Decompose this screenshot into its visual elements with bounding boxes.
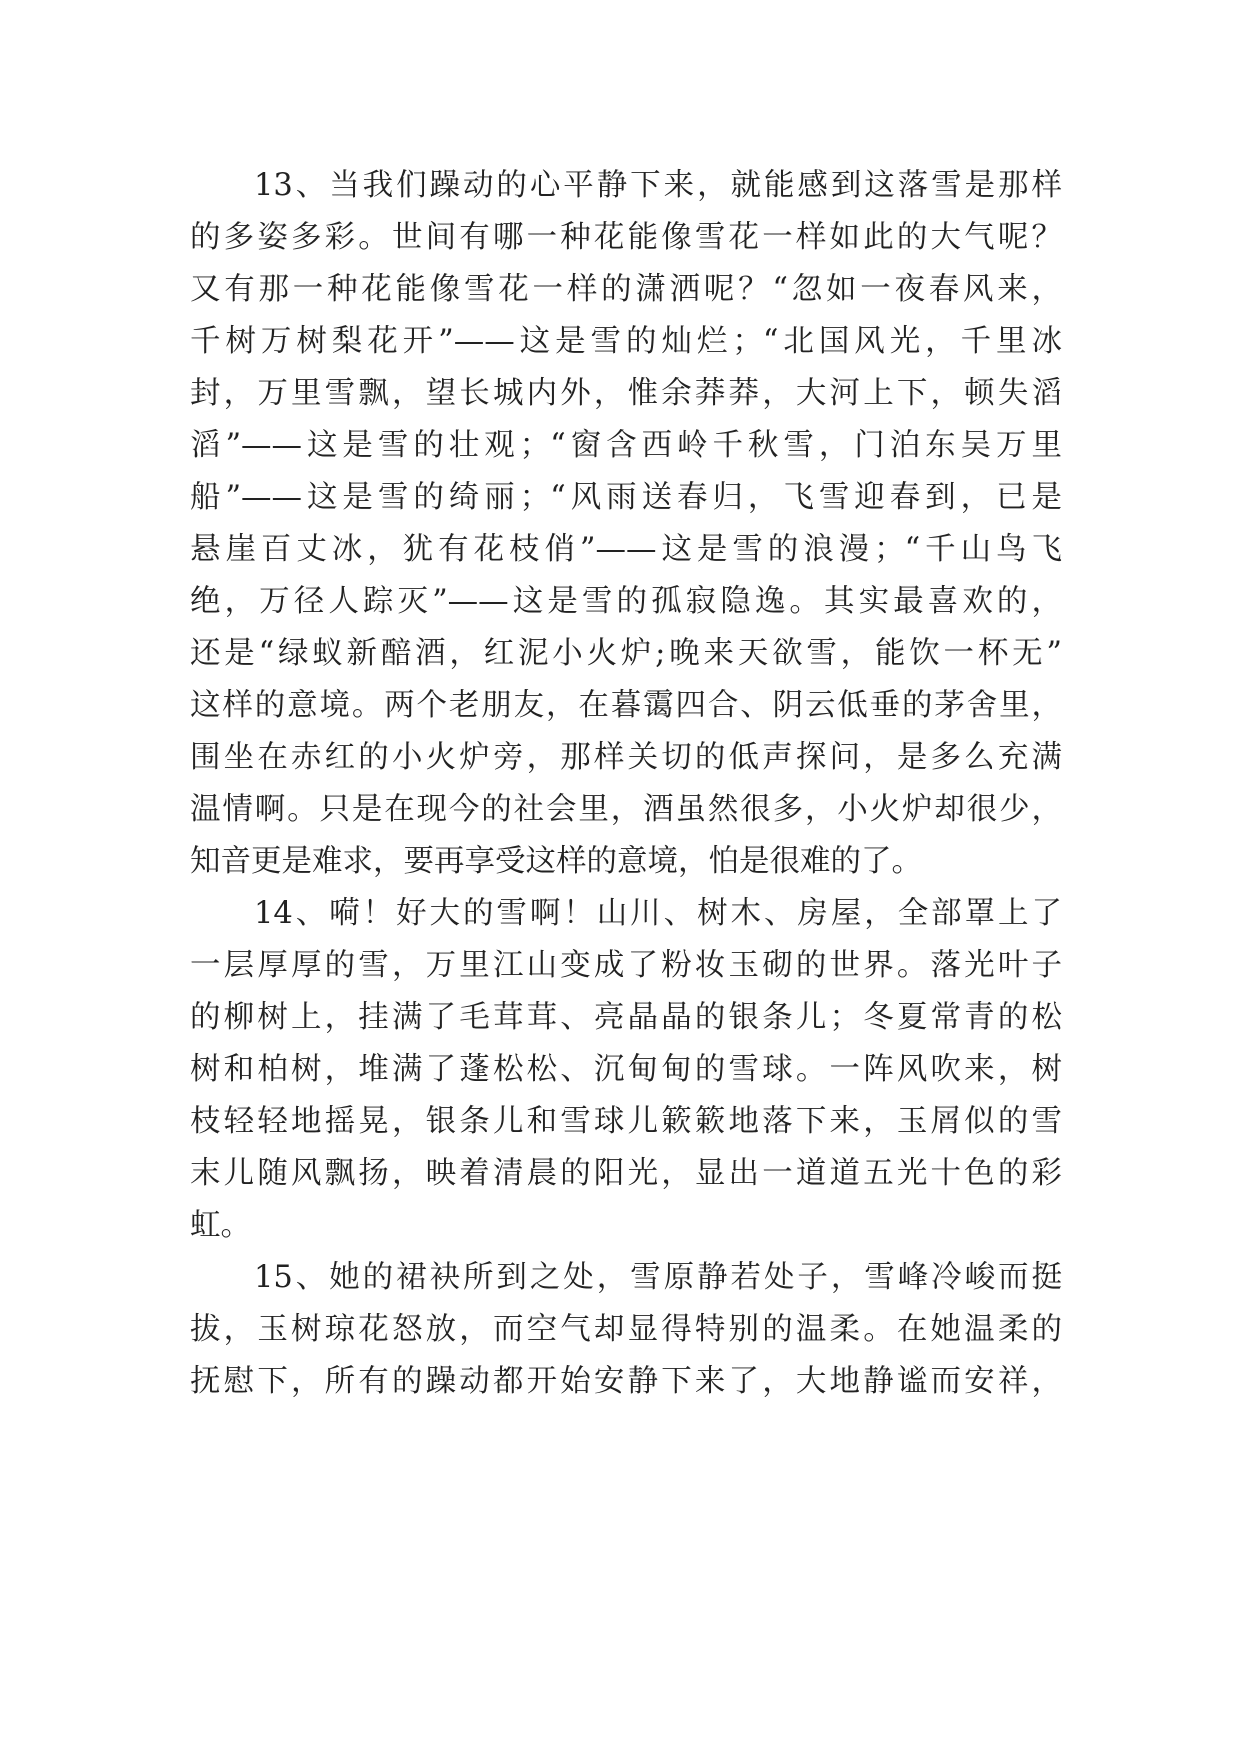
- text-line: 滔”——这是雪的壮观；“窗含西岭千秋雪，门泊东吴万里: [190, 428, 1062, 463]
- text-line: 15、她的裙袂所到之处，雪原静若处子，雪峰冷峻而挺: [254, 1260, 1062, 1295]
- text-line: 的柳树上，挂满了毛茸茸、亮晶晶的银条儿；冬夏常青的松: [190, 1000, 1062, 1035]
- text-line: 树和柏树，堆满了蓬松松、沉甸甸的雪球。一阵风吹来，树: [190, 1052, 1062, 1087]
- text-line: 温情啊。只是在现今的社会里，酒虽然很多，小火炉却很少，: [190, 792, 1062, 827]
- text-line: 围坐在赤红的小火炉旁，那样关切的低声探问，是多么充满: [190, 740, 1062, 775]
- text-line: 抚慰下，所有的躁动都开始安静下来了，大地静谧而安祥，: [190, 1364, 1062, 1399]
- paragraph-15: [190, 1252, 1062, 1408]
- text-line: 的多姿多彩。世间有哪一种花能像雪花一样如此的大气呢？: [190, 220, 1062, 255]
- text-line: 船”——这是雪的绮丽；“风雨送春归，飞雪迎春到，已是: [190, 480, 1062, 515]
- text-line: 又有那一种花能像雪花一样的潇洒呢？“忽如一夜春风来，: [190, 272, 1062, 307]
- document-body: [190, 160, 1062, 1408]
- text-line: 封，万里雪飘，望长城内外，惟余莽莽，大河上下，顿失滔: [190, 376, 1062, 411]
- text-line: 这样的意境。两个老朋友，在暮霭四合、阴云低垂的茅舍里，: [190, 688, 1062, 723]
- text-line: 末儿随风飘扬，映着清晨的阳光，显出一道道五光十色的彩: [190, 1156, 1062, 1191]
- text-line: 绝，万径人踪灭”——这是雪的孤寂隐逸。其实最喜欢的，: [190, 584, 1062, 619]
- text-line: 一层厚厚的雪，万里江山变成了粉妆玉砌的世界。落光叶子: [190, 948, 1062, 983]
- text-line: 14、嗬！好大的雪啊！山川、树木、房屋，全部罩上了: [254, 896, 1062, 931]
- text-line: 知音更是难求，要再享受这样的意境，怕是很难的了。: [190, 844, 922, 879]
- text-line: 千树万树梨花开”——这是雪的灿烂；“北国风光，千里冰: [190, 324, 1062, 359]
- text-line: 悬崖百丈冰，犹有花枝俏”——这是雪的浪漫；“千山鸟飞: [190, 532, 1062, 567]
- paragraph-13: [190, 160, 1062, 888]
- text-line: 还是“绿蚁新醅酒，红泥小火炉;晚来天欲雪，能饮一杯无”: [190, 636, 1062, 671]
- paragraph-14: [190, 888, 1062, 1252]
- text-line: 拔，玉树琼花怒放，而空气却显得特别的温柔。在她温柔的: [190, 1312, 1062, 1347]
- text-line: 虹。: [190, 1208, 251, 1243]
- text-line: 13、当我们躁动的心平静下来，就能感到这落雪是那样: [254, 168, 1062, 203]
- text-line: 枝轻轻地摇晃，银条儿和雪球儿簌簌地落下来，玉屑似的雪: [190, 1104, 1062, 1139]
